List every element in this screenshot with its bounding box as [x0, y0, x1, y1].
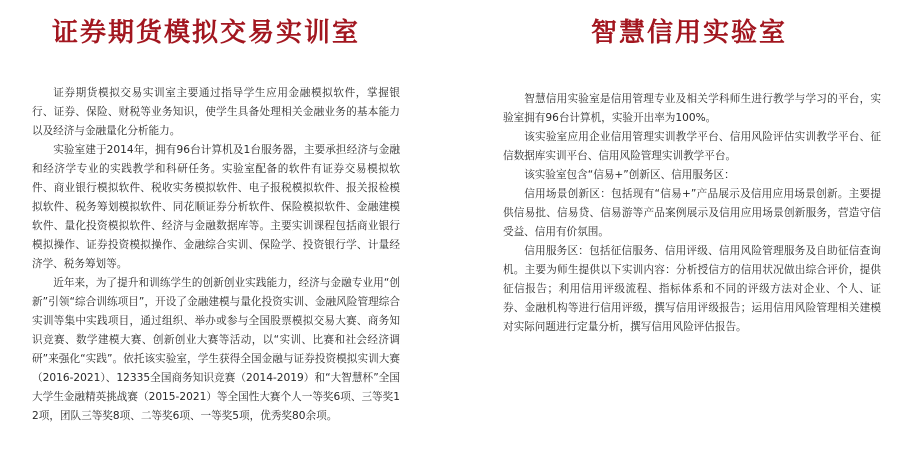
securities-lab-body [32, 84, 400, 426]
credit-lab-paragraph-3: 该实验室包含“信易+”创新区、信用服务区： [524, 169, 735, 181]
securities-lab-panel [32, 0, 400, 426]
securities-lab-paragraph-3: 近年来，为了提升和训练学生的创新创业实践能力，经济与金融专业用“创新”引领“综合训练项目”，开设了金融建模与量化投资实训、金融风险管理综合实训等集中实践项目，通过组织、举办或参与全国股票模拟交易大赛、商务知识竞赛、数学建模大赛、创新创业大赛等活动，以“实训、比赛和社会经济调研”来强化“实践”。依托该实验室，学生获得全国金融与证券投资模拟实训大赛（2016-2021）、12335全国商务知识竞赛（2014-2019）和“大智慧杯”全国大学生金融精英挑战赛（2015-2021）等全国性大赛个人一等奖6项、三等奖12项，团队三等奖8项、二等奖6项、一等奖5项，优秀奖80余项。 [32, 277, 400, 422]
securities-lab-paragraph-2: 实验室建于2014年，拥有96台计算机及1台服务器，主要承担经济与金融和经济学专业的实践教学和科研任务。实验室配备的软件有证券交易模拟软件、商业银行模拟软件、税收实务模拟软件、电子报税模拟软件、报关报检模拟软件、税务筹划模拟软件、同花顺证券分析软件、保险模拟软件、金融建模软件、量化投资模拟软件、经济与金融数据库等。主要实训课程包括商业银行模拟操作、证券投资模拟操作、金融综合实训、保险学、投资银行学、计量经济学、税务筹划等。 [32, 144, 400, 270]
credit-lab-paragraph-5: 信用服务区：包括征信服务、信用评级、信用风险管理服务及自助征信查询机。主要为师生提供以下实训内容：分析授信方的信用状况做出综合评价，提供征信报告；利用信用评级流程、指标体系和不同的评级方法对企业、个人、证券、金融机构等进行信用评级，撰写信用评级报告；运用信用风险管理相关建模对实际问题进行定量分析，撰写信用风险评估报告。 [503, 245, 881, 333]
securities-lab-title: 证券期货模拟交易实训室 [52, 18, 361, 48]
credit-lab-title: 智慧信用实验室 [591, 18, 788, 48]
credit-lab-panel [503, 0, 881, 337]
securities-lab-paragraph-1: 证券期货模拟交易实训室主要通过指导学生应用金融模拟软件，掌握银行、证券、保险、财税等业务知识，使学生具备处理相关金融业务的基本能力以及经济与金融量化分析能力。 [32, 87, 400, 137]
credit-lab-paragraph-2: 该实验室应用企业信用管理实训教学平台、信用风险评估实训教学平台、征信数据库实训平台、信用风险管理实训教学平台。 [503, 131, 881, 162]
credit-lab-body [503, 90, 881, 337]
credit-lab-paragraph-1: 智慧信用实验室是信用管理专业及相关学科师生进行教学与学习的平台，实验室拥有96台计算机，实验开出率为100%。 [503, 93, 881, 124]
credit-lab-paragraph-4: 信用场景创新区：包括现有“信易+”产品展示及信用应用场景创新。主要提供信易批、信易贷、信易游等产品案例展示及信用应用场景创新服务，营造守信受益、信用有价氛围。 [503, 188, 881, 238]
